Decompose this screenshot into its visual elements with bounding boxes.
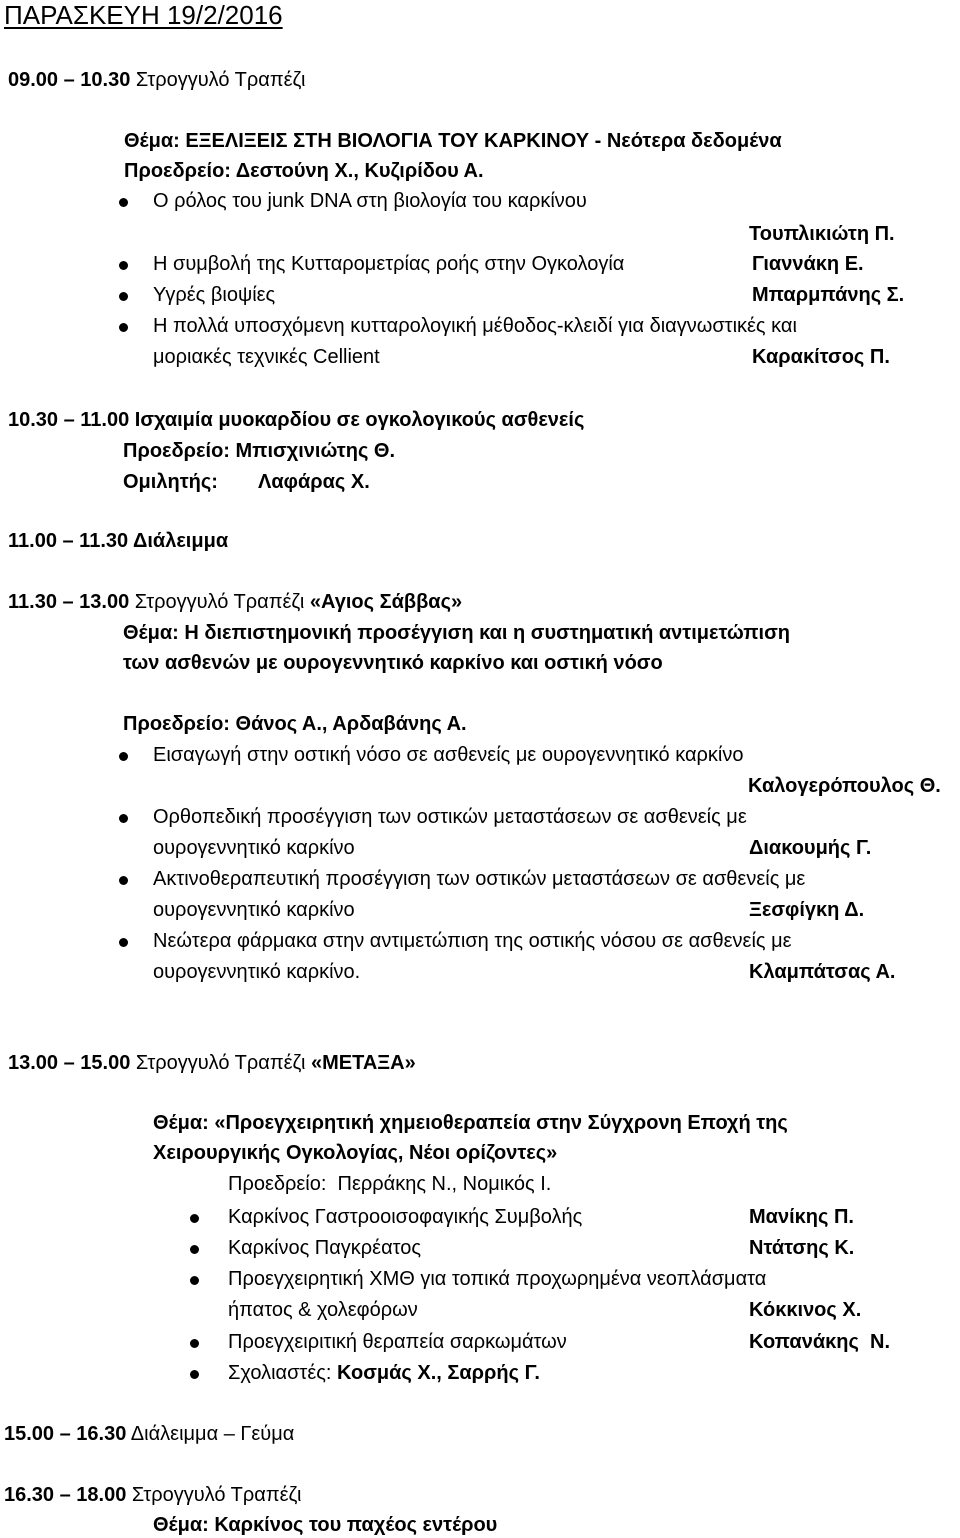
session-2-time: 10.30 – 11.00 xyxy=(8,409,130,431)
talk-speaker: Κοπανάκης Ν. xyxy=(749,1331,890,1353)
talk-speaker: Κόκκινος Χ. xyxy=(749,1299,862,1321)
session-1-theme: Θέμα: ΕΞΕΛΙΞΕΙΣ ΣΤΗ ΒΙΟΛΟΓΙΑ ΤΟΥ ΚΑΡΚΙΝΟΥ - Νεότερα δεδομένα xyxy=(124,130,782,152)
bullet-icon xyxy=(119,938,128,947)
session-6-label: Διάλειμμα – Γεύμα xyxy=(130,1423,295,1445)
bullet-icon xyxy=(119,323,128,332)
bullet-icon xyxy=(119,261,128,270)
talk-title: Ακτινοθεραπευτική προσέγγιση των οστικών μεταστάσεων σε ασθενείς με xyxy=(153,868,806,890)
talk-speaker: Τουπλικιώτη Π. xyxy=(749,223,895,245)
talk-title: Η συμβολή της Κυτταρομετρίας ροής στην Ογκολογία xyxy=(153,253,625,275)
session-2-label: Ισχαιμία μυοκαρδίου σε ογκολογικούς ασθενείς xyxy=(134,409,585,431)
talk-speaker: Γιαννάκη Ε. xyxy=(752,253,864,275)
session-5-time: 13.00 – 15.00 xyxy=(8,1052,131,1074)
commentators-label: Σχολιαστές: xyxy=(228,1362,332,1384)
session-7-time: 16.30 – 18.00 xyxy=(4,1484,127,1506)
session-6-time: 15.00 – 16.30 xyxy=(4,1423,127,1445)
session-1-label: Στρογγυλό Τραπέζι xyxy=(135,69,306,91)
bullet-icon xyxy=(190,1245,199,1254)
bullet-icon xyxy=(119,292,128,301)
bullet-icon xyxy=(190,1370,199,1379)
session-3-time: 11.00 – 11.30 xyxy=(8,530,129,552)
talk-speaker: Καλογερόπουλος Θ. xyxy=(748,775,941,797)
session-2-speaker: Λαφάρας Χ. xyxy=(258,471,370,493)
talk-speaker: Ξεσφίγκη Δ. xyxy=(749,899,865,921)
talk-speaker: Κλαμπάτσας Α. xyxy=(749,961,896,983)
talk-speaker: Μπαρμπάνης Σ. xyxy=(752,284,905,306)
talk-title: Καρκίνος Παγκρέατος xyxy=(228,1237,422,1259)
talk-speaker: Μανίκης Π. xyxy=(749,1206,854,1228)
bullet-icon xyxy=(190,1276,199,1285)
commentators-names: Κοσμάς Χ., Σαρρής Γ. xyxy=(337,1362,540,1384)
session-5-label-bold: «ΜΕΤΑΞΑ» xyxy=(311,1052,416,1074)
talk-speaker: Ντάτσης Κ. xyxy=(749,1237,855,1259)
talk-speaker: Διακουμής Γ. xyxy=(749,837,872,859)
session-5 xyxy=(8,1053,416,1073)
session-2-speaker-label: Ομιλητής: xyxy=(123,471,218,493)
session-4-label-bold: «Αγιος Σάββας» xyxy=(309,591,463,613)
session-7-label: Στρογγυλό Τραπέζι xyxy=(131,1484,302,1506)
bullet-icon xyxy=(119,814,128,823)
talk-title-cont: μοριακές τεχνικές Cellient xyxy=(153,346,380,368)
session-4-label: Στρογγυλό Τραπέζι xyxy=(134,591,305,613)
session-5-theme-cont: Χειρουργικής Ογκολογίας, Νέοι ορίζοντες» xyxy=(153,1142,558,1164)
session-4-theme-cont: των ασθενών με ουρογεννητικό καρκίνο και οστική νόσο xyxy=(123,652,663,674)
session-3-label: Διάλειμμα xyxy=(132,530,229,552)
session-4-time: 11.30 – 13.00 xyxy=(8,591,130,613)
session-1-time: 09.00 – 10.30 xyxy=(8,69,131,91)
session-1 xyxy=(8,70,305,90)
commentators xyxy=(228,1363,540,1383)
talk-title: Ο ρόλος του junk DNA στη βιολογία του καρκίνου xyxy=(153,190,587,212)
talk-title-cont: ουρογεννητικό καρκίνο xyxy=(153,837,355,859)
session-5-label: Στρογγυλό Τραπέζι xyxy=(135,1052,306,1074)
page-title: ΠΑΡΑΣΚΕΥΗ 19/2/2016 xyxy=(4,0,283,30)
session-7-theme: Θέμα: Καρκίνος του παχέος εντέρου xyxy=(153,1514,498,1536)
session-2 xyxy=(8,410,584,430)
session-1-chairs: Προεδρείο: Δεστούνη Χ., Κυζιρίδου Α. xyxy=(124,160,484,182)
bullet-icon xyxy=(190,1339,199,1348)
session-5-theme: Θέμα: «Προεγχειρητική χημειοθεραπεία στην Σύγχρονη Εποχή της xyxy=(153,1112,788,1134)
talk-title: Υγρές βιοψίες xyxy=(153,284,276,306)
talk-title-cont: ουρογεννητικό καρκίνο xyxy=(153,899,355,921)
talk-title: Νεώτερα φάρμακα στην αντιμετώπιση της οστικής νόσου σε ασθενείς με xyxy=(153,930,792,952)
session-4 xyxy=(8,592,462,612)
talk-title: Προεγχειριτική θεραπεία σαρκωμάτων xyxy=(228,1331,567,1353)
talk-title: Εισαγωγή στην οστική νόσο σε ασθενείς με ουρογεννητικό καρκίνο xyxy=(153,744,744,766)
session-2-chairs: Προεδρείο: Μπισχινιώτης Θ. xyxy=(123,440,396,462)
talk-speaker: Καρακίτσος Π. xyxy=(752,346,890,368)
talk-title-cont: ήπατος & χολεφόρων xyxy=(228,1299,418,1321)
session-4-chairs: Προεδρείο: Θάνος Α., Αρδαβάνης Α. xyxy=(123,713,467,735)
session-4-theme: Θέμα: Η διεπιστημονική προσέγγιση και η συστηματική αντιμετώπιση xyxy=(123,622,790,644)
talk-title: Η πολλά υποσχόμενη κυτταρολογική μέθοδος-κλειδί για διαγνωστικές και xyxy=(153,315,797,337)
bullet-icon xyxy=(119,752,128,761)
session-3 xyxy=(8,531,228,551)
bullet-icon xyxy=(119,876,128,885)
talk-title: Προεγχειρητική ΧΜΘ για τοπικά προχωρημένα νεοπλάσματα xyxy=(228,1268,767,1290)
session-5-chairs: Προεδρείο: Περράκης Ν., Νομικός Ι. xyxy=(228,1173,552,1195)
talk-title: Ορθοπεδική προσέγγιση των οστικών μεταστάσεων σε ασθενείς με xyxy=(153,806,747,828)
talk-title-cont: ουρογεννητικό καρκίνο. xyxy=(153,961,361,983)
talk-title: Καρκίνος Γαστροοισοφαγικής Συμβολής xyxy=(228,1206,583,1228)
session-6 xyxy=(4,1424,294,1444)
session-7 xyxy=(4,1485,301,1505)
bullet-icon xyxy=(190,1214,199,1223)
bullet-icon xyxy=(119,198,128,207)
